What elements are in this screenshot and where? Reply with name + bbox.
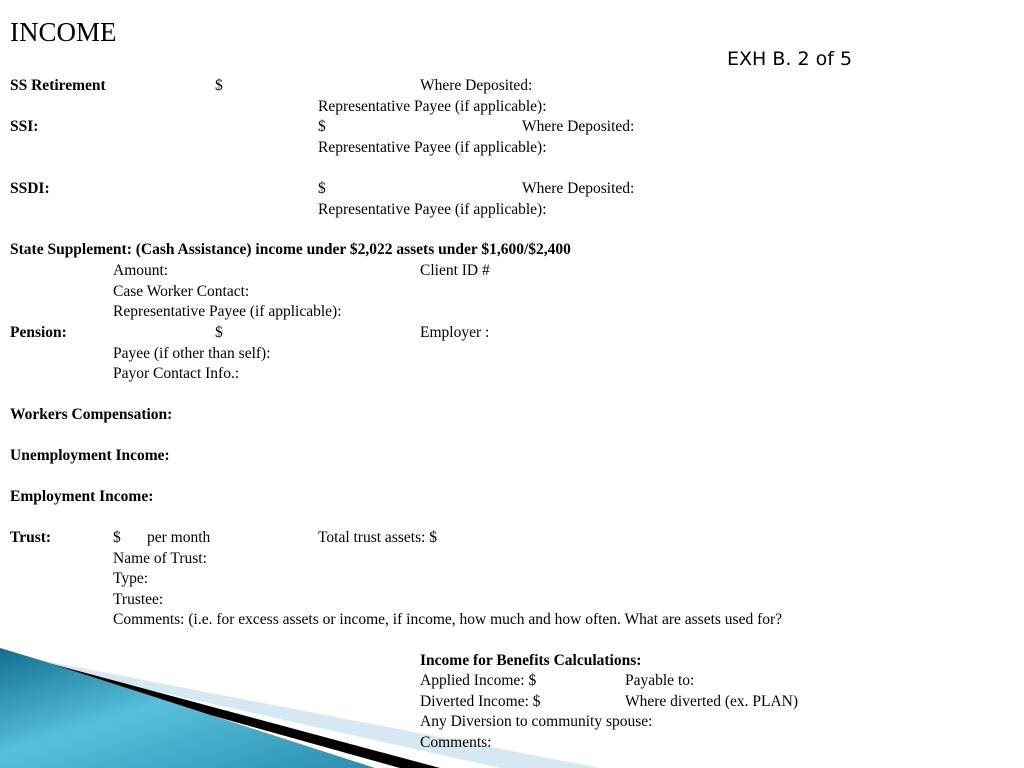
- ssdi-where-deposited: Where Deposited:: [522, 180, 635, 197]
- benefits-calc-comments: Comments:: [420, 734, 492, 751]
- pension-employer: Employer :: [420, 324, 490, 341]
- state-supplement-amount: Amount:: [113, 262, 169, 279]
- ssdi-label: SSDI:: [10, 180, 50, 197]
- trust-amount: $: [113, 529, 121, 546]
- state-supplement-heading: State Supplement: (Cash Assistance) income under $2,022 assets under $1,600/$2,400: [10, 241, 571, 258]
- diverted-income: Diverted Income: $: [420, 693, 541, 710]
- page-title: INCOME: [10, 17, 117, 47]
- pension-payor-contact: Payor Contact Info.:: [113, 365, 240, 382]
- trust-name: Name of Trust:: [113, 550, 207, 567]
- exhibit-label: EXH B. 2 of 5: [727, 48, 853, 70]
- state-supplement-rep-payee: Representative Payee (if applicable):: [113, 303, 342, 320]
- trust-type: Type:: [113, 570, 149, 587]
- ss-retirement-where-deposited: Where Deposited:: [420, 77, 533, 94]
- ssi-amount: $: [318, 118, 326, 135]
- ss-retirement-amount: $: [215, 77, 223, 94]
- ssi-rep-payee: Representative Payee (if applicable):: [318, 139, 547, 156]
- trust-per-month: per month: [147, 529, 211, 546]
- ssi-label: SSI:: [10, 118, 39, 135]
- applied-income: Applied Income: $: [420, 672, 537, 689]
- employment-label: Employment Income:: [10, 488, 154, 505]
- workers-comp-label: Workers Compensation:: [10, 406, 173, 423]
- pension-payee: Payee (if other than self):: [113, 345, 271, 362]
- ssdi-amount: $: [318, 180, 326, 197]
- pension-amount: $: [215, 324, 223, 341]
- trust-trustee: Trustee:: [113, 591, 164, 608]
- trust-total-assets: Total trust assets: $: [318, 529, 438, 546]
- ss-retirement-label: SS Retirement: [10, 77, 106, 94]
- benefits-calc-heading: Income for Benefits Calculations:: [420, 652, 642, 669]
- ssdi-rep-payee: Representative Payee (if applicable):: [318, 201, 547, 218]
- trust-label: Trust:: [10, 529, 52, 546]
- where-diverted: Where diverted (ex. PLAN): [625, 693, 799, 710]
- teal-wedge: [0, 648, 375, 768]
- pension-label: Pension:: [10, 324, 67, 341]
- state-supplement-client-id: Client ID #: [420, 262, 490, 279]
- payable-to: Payable to:: [625, 672, 695, 689]
- unemployment-label: Unemployment Income:: [10, 447, 170, 464]
- state-supplement-case-worker: Case Worker Contact:: [113, 283, 250, 300]
- ss-retirement-rep-payee: Representative Payee (if applicable):: [318, 98, 547, 115]
- trust-comments: Comments: (i.e. for excess assets or income, if income, how much and how often. What are assets used for?: [113, 611, 783, 628]
- ssi-where-deposited: Where Deposited:: [522, 118, 635, 135]
- diversion-community-spouse: Any Diversion to community spouse:: [420, 713, 653, 730]
